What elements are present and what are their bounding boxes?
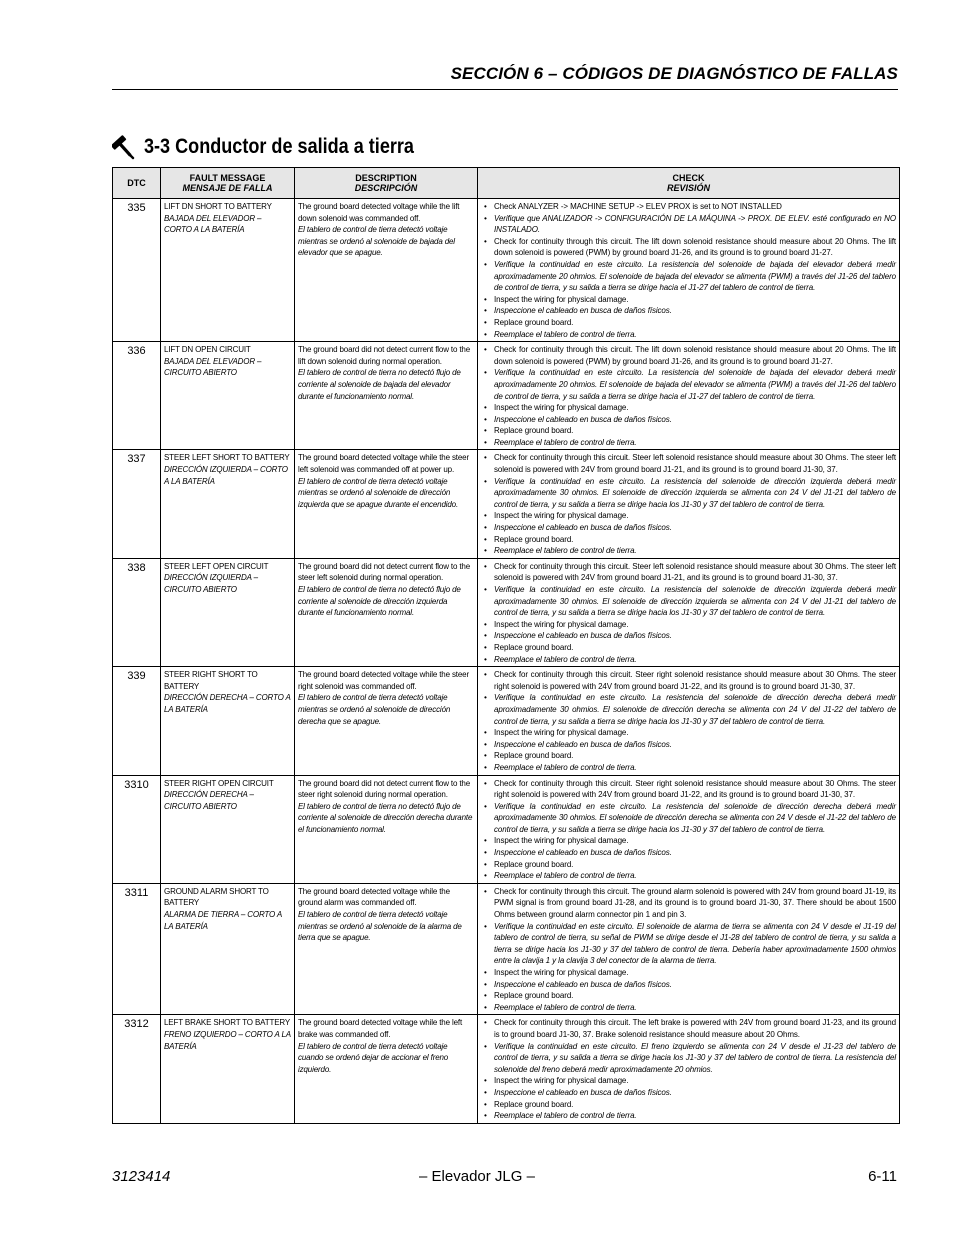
check-item: • Replace ground board. bbox=[481, 642, 896, 654]
check-item: • Verifique la continuidad en este circuito. La resistencia del solenoide de bajada del elevador deberá medir aproximadamente 20 ohmios. El solenoide de bajada del elevador se alimenta (PWM) a través del J1-26 del tablero de control de tierra, y su salida a tierra se dirige hacia el J1-27 del tablero de control de tierra. bbox=[481, 259, 896, 294]
check-item: • Inspect the wiring for physical damage. bbox=[481, 1075, 896, 1087]
check-item: • Inspect the wiring for physical damage. bbox=[481, 727, 896, 739]
check-item: • Replace ground board. bbox=[481, 425, 896, 437]
check-item: • Verifique la continuidad en este circuito. La resistencia del solenoide de dirección izquierda deberá medir aproximadamente 30 ohmios. El solenoide de dirección izquierda se alimenta con 24 V del J1-21 del tablero de control de tierra, y su salida a tierra se dirige hacia los J1-30 y 37 del tablero de control de tierra. bbox=[481, 584, 896, 619]
check-item: • Inspeccione el cableado en busca de daños físicos. bbox=[481, 979, 896, 991]
table-row bbox=[113, 450, 900, 558]
check-item: • Verifique la continuidad en este circuito. El freno izquierdo se alimenta con 24 V desde el J1-23 del tablero de control de tierra, y su salida a tierra se dirige hacia los J1-30 y 37 del tablero de control de tierra. La resistencia del solenoide del freno deberá medir aproximadamente 20 ohmios. bbox=[481, 1041, 896, 1076]
col-header-fault: FAULT MESSAGE MENSAJE DE FALLA bbox=[161, 168, 295, 199]
check-item: • Replace ground board. bbox=[481, 534, 896, 546]
page-number: 6-11 bbox=[868, 1168, 897, 1185]
check-item: • Reemplace el tablero de control de tierra. bbox=[481, 329, 896, 341]
check-item: • Check ANALYZER -> MACHINE SETUP -> ELEV PROX is set to NOT INSTALLED bbox=[481, 201, 896, 213]
check-item: • Inspeccione el cableado en busca de daños físicos. bbox=[481, 847, 896, 859]
check-item: • Check for continuity through this circuit. Steer left solenoid resistance should measure about 30 Ohms. The steer left solenoid is powered with 24V from ground board J1-21, and its ground is to ground board J1-30, 37. bbox=[481, 452, 896, 475]
check-item: • Replace ground board. bbox=[481, 750, 896, 762]
title-text: 3-3 Conductor de salida a tierra bbox=[144, 135, 414, 158]
check-item: • Reemplace el tablero de control de tierra. bbox=[481, 545, 896, 557]
check-item: • Inspect the wiring for physical damage. bbox=[481, 835, 896, 847]
table-row bbox=[113, 1015, 900, 1123]
check-list bbox=[478, 558, 900, 666]
check-item: • Check for continuity through this circuit. The left brake is powered with 24V from ground board J1-23, and its ground is to ground board J1-30, 37. Brake solenoid resistance should measure about 20 Ohms. bbox=[481, 1017, 896, 1040]
check-item: • Reemplace el tablero de control de tierra. bbox=[481, 654, 896, 666]
fault-message: STEER RIGHT OPEN CIRCUIT DIRECCIÓN DERECHA – CIRCUITO ABIERTO bbox=[161, 775, 295, 883]
dtc-code: 338 bbox=[113, 558, 161, 666]
col-header-description: DESCRIPTION DESCRIPCIÓN bbox=[295, 168, 478, 199]
description: The ground board detected voltage while the lift down solenoid was commanded off. El tablero de control de tierra detectó voltaje mientras se ordenó al solenoide de bajada del elevador que se apague. bbox=[295, 199, 478, 342]
check-item: • Inspeccione el cableado en busca de daños físicos. bbox=[481, 522, 896, 534]
dtc-table bbox=[112, 167, 900, 1124]
check-item: • Replace ground board. bbox=[481, 859, 896, 871]
table-body bbox=[113, 199, 900, 1124]
check-item: • Verifique la continuidad en este circuito. El solenoide de alarma de tierra se alimenta con 24 V desde el J1-19 del tablero de control de tierra, su señal de PWM se dirige desde el J1-28 del tablero de control de tierra, y su salida a tierra se dirige hacia los J1-30 y 37 del tablero de control de tierra. Debería haber aproximadamente 1500 ohmios entre la clavija 1 y la clavija 3 del conector de la alarma de tierra. bbox=[481, 921, 896, 967]
description: The ground board detected voltage while the steer left solenoid was commanded off at power up. El tablero de control de tierra detectó voltaje mientras se ordenó al solenoide de dirección izquierda que se apague durante el encendido. bbox=[295, 450, 478, 558]
dtc-code: 337 bbox=[113, 450, 161, 558]
table-row bbox=[113, 199, 900, 342]
description: The ground board detected voltage while the ground alarm was commanded off. El tablero de control de tierra detectó voltaje mientras se ordenó al solenoide de la alarma de tierra que se apague. bbox=[295, 883, 478, 1015]
hammer-icon bbox=[112, 134, 136, 160]
fault-message: STEER LEFT SHORT TO BATTERY DIRECCIÓN IZQUIERDA – CORTO A LA BATERÍA bbox=[161, 450, 295, 558]
table-row bbox=[113, 558, 900, 666]
check-item: • Inspect the wiring for physical damage. bbox=[481, 510, 896, 522]
check-list bbox=[478, 883, 900, 1015]
check-item: • Verifique que ANALIZADOR -> CONFIGURACIÓN DE LA MÁQUINA -> PROX. DE ELEV. esté configurado en NO INSTALADO. bbox=[481, 213, 896, 236]
check-item: • Inspeccione el cableado en busca de daños físicos. bbox=[481, 414, 896, 426]
dtc-code: 3310 bbox=[113, 775, 161, 883]
section-title bbox=[112, 131, 458, 163]
check-item: • Reemplace el tablero de control de tierra. bbox=[481, 437, 896, 449]
check-list bbox=[478, 775, 900, 883]
check-item: • Check for continuity through this circuit. The lift down solenoid resistance should measure about 20 Ohms. The lift down solenoid is powered (PWM) by ground board J1-26, and its ground is to ground board J1-27. bbox=[481, 236, 896, 259]
table-row bbox=[113, 883, 900, 1015]
check-item: • Reemplace el tablero de control de tierra. bbox=[481, 762, 896, 774]
check-item: • Reemplace el tablero de control de tierra. bbox=[481, 1110, 896, 1122]
fault-message: STEER LEFT OPEN CIRCUIT DIRECCIÓN IZQUIERDA – CIRCUITO ABIERTO bbox=[161, 558, 295, 666]
check-item: • Check for continuity through this circuit. The ground alarm solenoid is powered with 24V from ground board J1-19, its PWM signal is from ground board J1-28, and its ground is to ground board J1-30, 37. There should be about 1500 Ohms between ground alarm connector pin 1 and pin 3. bbox=[481, 886, 896, 921]
check-item: • Inspeccione el cableado en busca de daños físicos. bbox=[481, 1087, 896, 1099]
fault-message: LIFT DN SHORT TO BATTERY BAJADA DEL ELEVADOR – CORTO A LA BATERÍA bbox=[161, 199, 295, 342]
dtc-code: 335 bbox=[113, 199, 161, 342]
fault-message: LIFT DN OPEN CIRCUIT BAJADA DEL ELEVADOR – CIRCUITO ABIERTO bbox=[161, 342, 295, 450]
check-item: • Verifique la continuidad en este circuito. La resistencia del solenoide de bajada del elevador deberá medir aproximadamente 20 ohmios. El solenoide de bajada del elevador se alimenta (PWM) a través del J1-26 del tablero de control de tierra, y su salida a tierra se dirige hacia el J1-27 del tablero de control de tierra. bbox=[481, 367, 896, 402]
check-item: • Inspeccione el cableado en busca de daños físicos. bbox=[481, 630, 896, 642]
dtc-code: 3311 bbox=[113, 883, 161, 1015]
check-item: • Reemplace el tablero de control de tierra. bbox=[481, 1002, 896, 1014]
dtc-code: 339 bbox=[113, 667, 161, 775]
header-rule bbox=[112, 89, 898, 90]
check-list bbox=[478, 342, 900, 450]
table-row bbox=[113, 775, 900, 883]
fault-message: LEFT BRAKE SHORT TO BATTERY FRENO IZQUIERDO – CORTO A LA BATERÍA bbox=[161, 1015, 295, 1123]
check-item: • Verifique la continuidad en este circuito. La resistencia del solenoide de dirección izquierda deberá medir aproximadamente 30 ohmios. El solenoide de dirección izquierda se alimenta con 24 V del J1-21 del tablero de control de tierra, y su salida a tierra se dirige hacia los J1-30 y 37 del tablero de control de tierra. bbox=[481, 476, 896, 511]
check-item: • Replace ground board. bbox=[481, 1099, 896, 1111]
dtc-code: 3312 bbox=[113, 1015, 161, 1123]
col-header-check: CHECK REVISIÓN bbox=[478, 168, 900, 199]
footer-title: – Elevador JLG – bbox=[419, 1168, 535, 1185]
check-item: • Check for continuity through this circuit. Steer right solenoid resistance should measure about 30 Ohms. The steer right solenoid is powered with 24V from ground board J1-22, and its ground is to ground board J1-30, 37. bbox=[481, 669, 896, 692]
fault-message: GROUND ALARM SHORT TO BATTERY ALARMA DE TIERRA – CORTO A LA BATERÍA bbox=[161, 883, 295, 1015]
fault-message: STEER RIGHT SHORT TO BATTERY DIRECCIÓN DERECHA – CORTO A LA BATERÍA bbox=[161, 667, 295, 775]
check-item: • Verifique la continuidad en este circuito. La resistencia del solenoide de dirección derecha deberá medir aproximadamente 30 ohmios. El solenoide de dirección derecha se alimenta con 24 V desde el J1-22 del tablero de control de tierra, y su salida a tierra se dirige hacia los J1-30 y 37 del tablero de control de tierra. bbox=[481, 801, 896, 836]
check-item: • Replace ground board. bbox=[481, 317, 896, 329]
check-item: • Check for continuity through this circuit. Steer right solenoid resistance should measure about 30 Ohms. The steer right solenoid is powered with 24V from ground board J1-22, and its ground is to ground board J1-30, 37. bbox=[481, 778, 896, 801]
doc-number: 3123414 bbox=[112, 1168, 171, 1185]
check-item: • Inspeccione el cableado en busca de daños físicos. bbox=[481, 739, 896, 751]
description: The ground board detected voltage while the steer right solenoid was commanded off. El tablero de control de tierra detectó voltaje mientras se ordenó al solenoide de dirección derecha que se apague. bbox=[295, 667, 478, 775]
description: The ground board detected voltage while the left brake was commanded off. El tablero de control de tierra detectó voltaje cuando se ordenó dejar de accionar el freno izquierdo. bbox=[295, 1015, 478, 1123]
description: The ground board did not detect current flow to the steer left solenoid during normal operation. El tablero de control de tierra no detectó flujo de corriente al solenoide de dirección izquierda durante el funcionamiento normal. bbox=[295, 558, 478, 666]
table-header-row bbox=[113, 168, 900, 199]
check-item: • Check for continuity through this circuit. Steer left solenoid resistance should measure about 30 Ohms. The steer left solenoid is powered with 24V from ground board J1-21, and its ground is to ground board J1-30, 37. bbox=[481, 561, 896, 584]
dtc-code: 336 bbox=[113, 342, 161, 450]
description: The ground board did not detect current flow to the lift down solenoid during normal operation. El tablero de control de tierra no detectó flujo de corriente al solenoide de bajada del elevador durante el funcionamiento normal. bbox=[295, 342, 478, 450]
check-item: • Inspeccione el cableado en busca de daños físicos. bbox=[481, 305, 896, 317]
check-item: • Inspect the wiring for physical damage. bbox=[481, 402, 896, 414]
col-header-dtc: DTC bbox=[113, 168, 161, 199]
check-list bbox=[478, 667, 900, 775]
check-list bbox=[478, 199, 900, 342]
check-item: • Verifique la continuidad en este circuito. La resistencia del solenoide de dirección derecha deberá medir aproximadamente 30 ohmios. El solenoide de dirección derecha se alimenta con 24 V del J1-22 del tablero de control de tierra, y su salida a tierra se dirige hacia los J1-30 y 37 del tablero de control de tierra. bbox=[481, 692, 896, 727]
check-item: • Inspect the wiring for physical damage. bbox=[481, 619, 896, 631]
check-item: • Reemplace el tablero de control de tierra. bbox=[481, 870, 896, 882]
table-row bbox=[113, 667, 900, 775]
check-item: • Inspect the wiring for physical damage. bbox=[481, 967, 896, 979]
check-item: • Check for continuity through this circuit. The lift down solenoid resistance should measure about 20 Ohms. The lift down solenoid is powered (PWM) by ground board J1-26, and its ground is to ground board J1-27. bbox=[481, 344, 896, 367]
description: The ground board did not detect current flow to the steer right solenoid during normal operation. El tablero de control de tierra no detectó flujo de corriente al solenoide de dirección derecha durante el funcionamiento normal. bbox=[295, 775, 478, 883]
section-header: SECCIÓN 6 – CÓDIGOS DE DIAGNÓSTICO DE FALLAS bbox=[450, 64, 898, 83]
table-row bbox=[113, 342, 900, 450]
check-list bbox=[478, 450, 900, 558]
check-list bbox=[478, 1015, 900, 1123]
check-item: • Replace ground board. bbox=[481, 990, 896, 1002]
check-item: • Inspect the wiring for physical damage. bbox=[481, 294, 896, 306]
